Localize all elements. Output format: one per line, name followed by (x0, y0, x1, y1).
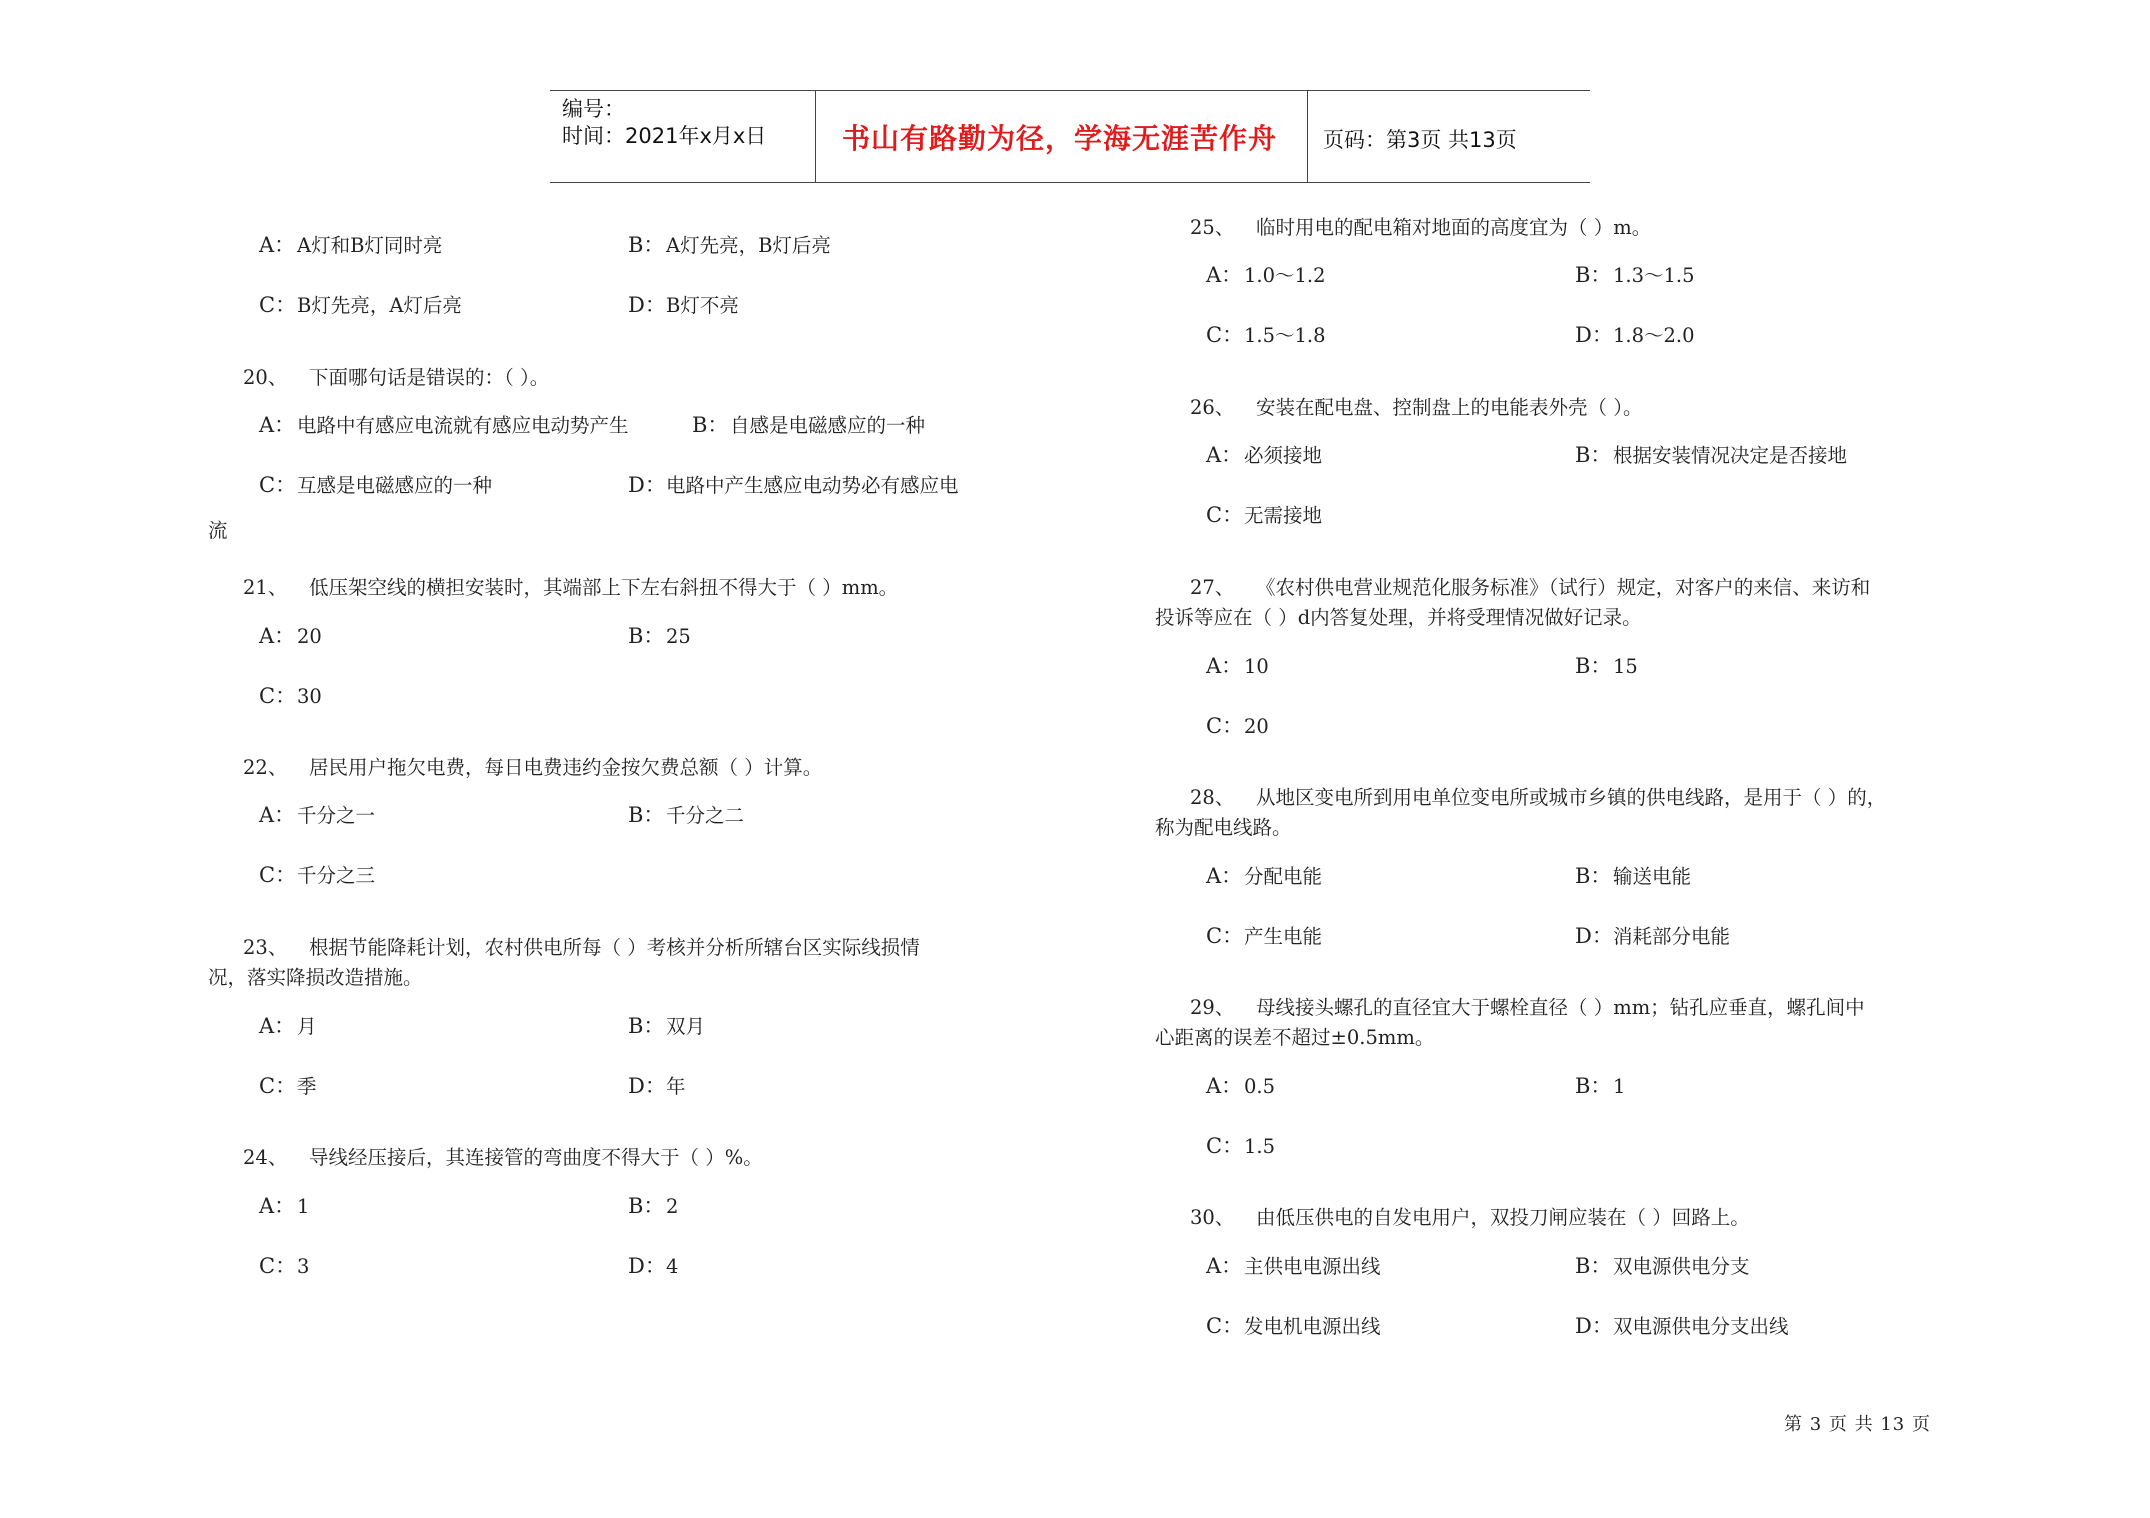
question-22 (243, 752, 822, 783)
question-24 (243, 1142, 763, 1173)
question-text: 母线接头螺孔的直径宜大于螺栓直径（ ）mm；钻孔应垂直，螺孔间中 (1256, 996, 1865, 1019)
q30-option-c: C：发电机电源出线 (1206, 1314, 1381, 1338)
question-number: 26、 (1190, 396, 1235, 419)
q27-option-c: C：20 (1206, 714, 1269, 738)
q29-option-a: A：0.5 (1206, 1074, 1276, 1098)
serial-number-label: 编号： (562, 97, 625, 121)
q25-option-a: A：1.0～1.2 (1206, 263, 1326, 287)
question-text: 居民用户拖欠电费，每日电费违约金按欠费总额（ ）计算。 (309, 756, 823, 779)
q25-option-d: D：1.8～2.0 (1575, 323, 1695, 347)
q20-option-d-wrap: 流 (208, 519, 228, 542)
q21-option-a: A：20 (259, 624, 322, 648)
question-number: 24、 (243, 1146, 288, 1169)
q25-option-c: C：1.5～1.8 (1206, 323, 1326, 347)
question-28 (1190, 782, 1886, 813)
question-26 (1190, 392, 1642, 423)
question-text: 低压架空线的横担安装时，其端部上下左右斜扭不得大于（ ）mm。 (309, 576, 899, 599)
q26-option-b: B：根据安装情况决定是否接地 (1575, 443, 1848, 467)
q30-option-d: D：双电源供电分支出线 (1575, 1314, 1789, 1338)
q19-option-a: A：A灯和B灯同时亮 (259, 233, 443, 257)
q21-option-c: C：30 (259, 684, 322, 708)
question-text: 根据节能降耗计划，农村供电所每（ ）考核并分析所辖台区实际线损情 (309, 936, 920, 959)
q21-option-b: B：25 (628, 624, 691, 648)
q23-option-a: A：月 (259, 1014, 317, 1038)
q29-option-c: C：1.5 (1206, 1134, 1276, 1158)
question-number: 29、 (1190, 996, 1235, 1019)
question-number: 28、 (1190, 786, 1235, 809)
q19-option-d: D：B灯不亮 (628, 293, 739, 317)
q29-option-b: B：1 (1575, 1074, 1626, 1098)
question-text: 安装在配电盘、控制盘上的电能表外壳（ ）。 (1256, 396, 1643, 419)
question-text: 导线经压接后，其连接管的弯曲度不得大于（ ）%。 (309, 1146, 763, 1169)
question-21 (243, 572, 898, 603)
question-29 (1190, 992, 1865, 1023)
question-28-line-2: 称为配电线路。 (1155, 816, 1292, 839)
question-30 (1190, 1202, 1750, 1233)
q24-option-d: D：4 (628, 1254, 679, 1278)
q24-option-a: A：1 (259, 1194, 310, 1218)
date-label: 时间：2021年x月x日 (562, 124, 767, 148)
q26-option-a: A：必须接地 (1206, 443, 1323, 467)
header-page-info: 页码：第3页 共13页 (1323, 128, 1517, 152)
q23-option-c: C：季 (259, 1074, 317, 1098)
q28-option-a: A：分配电能 (1206, 864, 1323, 888)
q25-option-b: B：1.3～1.5 (1575, 263, 1695, 287)
question-27 (1190, 572, 1870, 603)
header-divider-right (1307, 90, 1308, 182)
q23-option-d: D：年 (628, 1074, 686, 1098)
q28-option-c: C：产生电能 (1206, 924, 1323, 948)
q23-option-b: B：双月 (628, 1014, 706, 1038)
question-text: 《农村供电营业规范化服务标准》（试行）规定，对客户的来信、来访和 (1256, 576, 1871, 599)
question-text: 临时用电的配电箱对地面的高度宜为（ ）m。 (1256, 216, 1652, 239)
question-number: 30、 (1190, 1206, 1235, 1229)
question-20 (243, 362, 549, 393)
q22-option-a: A：千分之一 (259, 803, 376, 827)
question-text: 下面哪句话是错误的：（ ）。 (309, 366, 550, 389)
header-top-rule (550, 90, 1590, 91)
q26-option-c: C：无需接地 (1206, 503, 1323, 527)
header-bottom-rule (550, 182, 1590, 183)
question-27-line-2: 投诉等应在（ ）d内答复处理，并将受理情况做好记录。 (1155, 606, 1642, 629)
question-number: 22、 (243, 756, 288, 779)
question-number: 23、 (243, 936, 288, 959)
q27-option-b: B：15 (1575, 654, 1638, 678)
q20-option-b: B：自感是电磁感应的一种 (692, 413, 926, 437)
question-29-line-2: 心距离的误差不超过±0.5mm。 (1155, 1026, 1435, 1049)
q20-option-c: C：互感是电磁感应的一种 (259, 473, 493, 497)
q28-option-b: B：输送电能 (1575, 864, 1692, 888)
question-text: 由低压供电的自发电用户，双投刀闸应装在（ ）回路上。 (1256, 1206, 1750, 1229)
q24-option-b: B：2 (628, 1194, 679, 1218)
q20-option-a: A：电路中有感应电流就有感应电动势产生 (259, 413, 629, 437)
q19-option-c: C：B灯先亮，A灯后亮 (259, 293, 462, 317)
question-text: 从地区变电所到用电单位变电所或城市乡镇的供电线路，是用于（ ）的， (1256, 786, 1887, 809)
question-25 (1190, 212, 1651, 243)
question-23-line-2: 况，落实降损改造措施。 (208, 966, 423, 989)
q22-option-c: C：千分之三 (259, 863, 376, 887)
q24-option-c: C：3 (259, 1254, 310, 1278)
q22-option-b: B：千分之二 (628, 803, 745, 827)
q30-option-a: A：主供电电源出线 (1206, 1254, 1381, 1278)
header-divider-left (815, 90, 816, 182)
q19-option-b: B：A灯先亮，B灯后亮 (628, 233, 831, 257)
q20-option-d: D：电路中产生感应电动势必有感应电 (628, 473, 959, 497)
question-23 (243, 932, 920, 963)
page-footer: 第 3 页 共 13 页 (1784, 1414, 1931, 1435)
q30-option-b: B：双电源供电分支 (1575, 1254, 1750, 1278)
question-number: 20、 (243, 366, 288, 389)
q28-option-d: D：消耗部分电能 (1575, 924, 1731, 948)
question-number: 27、 (1190, 576, 1235, 599)
header-motto: 书山有路勤为径，学海无涯苦作舟 (842, 122, 1278, 155)
question-number: 21、 (243, 576, 288, 599)
q27-option-a: A：10 (1206, 654, 1269, 678)
question-number: 25、 (1190, 216, 1235, 239)
